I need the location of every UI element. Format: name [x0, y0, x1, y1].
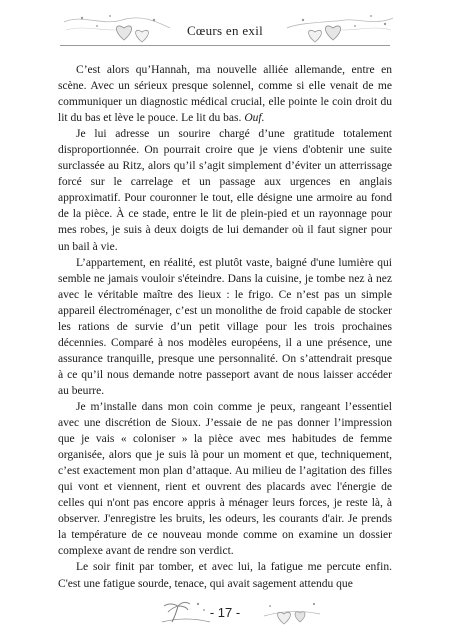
body-text [58, 62, 392, 592]
header-rule [60, 45, 390, 46]
paragraph: C’est alors qu’Hannah, ma nouvelle alliée allemande, entre en scène. Avec un sérieux presque solennel, comme si elle venait de me communiquer un diagnostic médical crucial, elle pointe le coin droit du lit du bas et lève le pouce. Le lit du bas. Ouf. [58, 64, 392, 125]
paragraph: Je m’installe dans mon coin comme je peux, rangeant l’essentiel avec une discrétion de Sioux. J’essaie de ne pas donner l’impression que je vais « coloniser » la pièce avec mes habitudes de femme organisée, alors que je suis là pour un moment et que, techniquement, c’est exactement mon plan d’attaque. Au milieu de l’agitation des filles qui vont et viennent, rient et ouvrent des placards avec l'énergie de celles qui n'ont pas encore appris à ménager leurs forces, je reste là, à observer. J'enregistre les bruits, les odeurs, les courants d'air. Je prends la température de ce nouveau monde comme on examine un dossier complexe avant de rendre son verdict. [58, 400, 392, 558]
paragraph: Je lui adresse un sourire chargé d’une gratitude totalement disproportionnée. On pourrait croire que je viens d'obtenir une suite surclassée au Ritz, alors qu’il s’agit simplement d’éviter un atterrissage forcé sur le carrelage et un passage aux urgences en anglais approximatif. Pour couronner le tout, elle désigne une armoire au fond de la pièce. À ce stade, entre le lit de plein-pied et un rayonnage pour mes robes, je suis à deux doigts de lui demander où il faut signer pour un bail à vie. [58, 128, 392, 253]
hearts-ornament-footer [262, 594, 322, 628]
paragraph: L’appartement, en réalité, est plutôt vaste, baigné d'une lumière qui semble ne jamais vouloir s'éteindre. Dans la cuisine, je tombe nez à nez avec le véritable maître des lieux : le frigo. Ce n’est pas un simple appareil électroménager, c’est un monolithe de froid capable de stocker les rations de survie d’un petit village pour les trois prochaines décennies. Comparé à nos modèles européens, il a une présence, une assurance tranquille, presque une personnalité. On s’attendrait presque à ce qu’il nous demande notre passeport avant de nous laisser accéder au beurre. [58, 256, 392, 397]
paragraph: Le soir finit par tomber, et avec lui, la fatigue me percute enfin. C'est une fatigue sourde, tenace, qui avait sagement attendu que [58, 561, 392, 590]
page-footer [0, 592, 450, 639]
page-header [0, 0, 450, 56]
running-title: Cœurs en exil [186, 23, 264, 38]
page-number: - 17 - [209, 605, 241, 620]
